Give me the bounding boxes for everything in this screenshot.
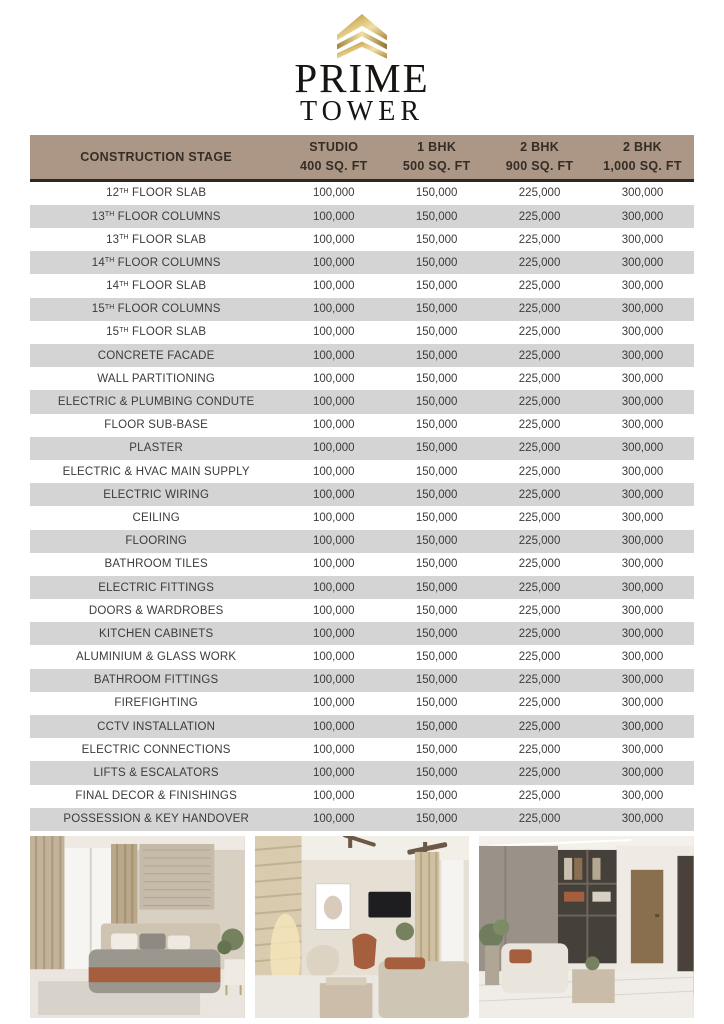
value-cell: 300,000 xyxy=(621,511,664,524)
value-cell: 100,000 xyxy=(312,233,355,246)
stage-cell: CONCRETE FACADE xyxy=(97,349,215,362)
stage-cell: ELECTRIC CONNECTIONS xyxy=(81,743,231,756)
header-cell-2bhk-900 xyxy=(488,138,591,176)
value-cell: 100,000 xyxy=(312,651,355,664)
table-row xyxy=(30,367,694,390)
value-cell: 300,000 xyxy=(621,488,664,501)
stage-cell: ELECTRIC & PLUMBING CONDUTE xyxy=(57,396,255,408)
table-row xyxy=(30,738,694,761)
value-cell: 100,000 xyxy=(312,210,355,223)
value-cell: 100,000 xyxy=(312,303,355,316)
table-row xyxy=(30,182,694,205)
value-cell: 100,000 xyxy=(312,813,355,826)
value-cell: 100,000 xyxy=(312,697,355,710)
value-cell: 225,000 xyxy=(518,280,561,293)
value-cell: 225,000 xyxy=(518,488,561,501)
stage-cell: 14TH FLOOR COLUMNS xyxy=(91,256,221,269)
stage-cell: ALUMINIUM & GLASS WORK xyxy=(75,651,237,664)
stage-cell: BATHROOM FITTINGS xyxy=(93,674,219,687)
value-cell: 225,000 xyxy=(518,511,561,524)
table-row xyxy=(30,228,694,251)
value-cell: 100,000 xyxy=(312,558,355,571)
value-cell: 225,000 xyxy=(518,674,561,687)
table-row xyxy=(30,483,694,506)
header-cell-construction-stage: CONSTRUCTION STAGE xyxy=(80,149,232,164)
value-cell: 150,000 xyxy=(415,535,458,548)
value-cell: 150,000 xyxy=(415,372,458,385)
value-cell: 225,000 xyxy=(518,604,561,617)
table-row xyxy=(30,321,694,344)
value-cell: 300,000 xyxy=(621,256,664,269)
value-cell: 150,000 xyxy=(415,767,458,779)
value-cell: 100,000 xyxy=(312,674,355,687)
header-unit-size: 1,000 SQ. FT xyxy=(603,158,682,173)
stage-cell: 13TH FLOOR COLUMNS xyxy=(91,210,221,223)
value-cell: 225,000 xyxy=(518,233,561,246)
table-row xyxy=(30,553,694,576)
value-cell: 225,000 xyxy=(518,651,561,664)
value-cell: 300,000 xyxy=(621,581,664,594)
value-cell: 300,000 xyxy=(621,396,664,408)
value-cell: 300,000 xyxy=(621,674,664,687)
value-cell: 100,000 xyxy=(312,720,355,733)
value-cell: 100,000 xyxy=(312,511,355,524)
value-cell: 150,000 xyxy=(415,511,458,524)
value-cell: 225,000 xyxy=(518,627,561,640)
value-cell: 100,000 xyxy=(312,419,355,432)
value-cell: 300,000 xyxy=(621,233,664,246)
value-cell: 225,000 xyxy=(518,465,561,478)
stage-cell: 14TH FLOOR SLAB xyxy=(106,280,207,293)
bedroom-interior-photo xyxy=(30,836,245,1018)
table-body xyxy=(30,182,694,831)
value-cell: 100,000 xyxy=(312,349,355,362)
value-cell: 225,000 xyxy=(518,558,561,571)
table-row xyxy=(30,414,694,437)
table-row xyxy=(30,530,694,553)
value-cell: 225,000 xyxy=(518,326,561,339)
value-cell: 150,000 xyxy=(415,280,458,293)
living-area-wardrobe-interior-photo xyxy=(479,836,694,1018)
header-unit-size: 500 SQ. FT xyxy=(402,158,471,173)
value-cell: 150,000 xyxy=(415,604,458,617)
value-cell: 100,000 xyxy=(312,280,355,293)
stage-cell: ELECTRIC & HVAC MAIN SUPPLY xyxy=(62,465,250,478)
brand-logo xyxy=(0,0,724,126)
stage-cell: 13TH FLOOR SLAB xyxy=(106,233,207,246)
value-cell: 225,000 xyxy=(518,349,561,362)
value-cell: 300,000 xyxy=(621,767,664,779)
value-cell: 150,000 xyxy=(415,813,458,826)
stage-cell: FIREFIGHTING xyxy=(114,697,198,710)
value-cell: 300,000 xyxy=(621,604,664,617)
table-row xyxy=(30,437,694,460)
value-cell: 100,000 xyxy=(312,372,355,385)
stage-cell: KITCHEN CABINETS xyxy=(98,627,214,640)
stage-cell: CCTV INSTALLATION xyxy=(97,720,216,733)
value-cell: 100,000 xyxy=(312,187,355,200)
table-row xyxy=(30,622,694,645)
table-row xyxy=(30,344,694,367)
value-cell: 150,000 xyxy=(415,442,458,455)
value-cell: 225,000 xyxy=(518,419,561,432)
value-cell: 100,000 xyxy=(312,581,355,594)
value-cell: 300,000 xyxy=(621,743,664,756)
value-cell: 225,000 xyxy=(518,372,561,385)
value-cell: 150,000 xyxy=(415,743,458,756)
value-cell: 150,000 xyxy=(415,627,458,640)
value-cell: 225,000 xyxy=(518,442,561,455)
value-cell: 300,000 xyxy=(621,697,664,710)
stage-cell: CEILING xyxy=(132,511,180,524)
value-cell: 300,000 xyxy=(621,535,664,548)
table-row xyxy=(30,460,694,483)
value-cell: 300,000 xyxy=(621,465,664,478)
table-row xyxy=(30,761,694,784)
table-row xyxy=(30,506,694,529)
table-row xyxy=(30,599,694,622)
interior-photo-gallery xyxy=(30,836,694,1018)
value-cell: 300,000 xyxy=(621,651,664,664)
value-cell: 225,000 xyxy=(518,767,561,779)
value-cell: 150,000 xyxy=(415,581,458,594)
value-cell: 225,000 xyxy=(518,743,561,756)
value-cell: 100,000 xyxy=(312,790,355,803)
value-cell: 100,000 xyxy=(312,256,355,269)
value-cell: 100,000 xyxy=(312,465,355,478)
header-unit-size: 400 SQ. FT xyxy=(299,158,368,173)
table-row xyxy=(30,808,694,831)
value-cell: 300,000 xyxy=(621,442,664,455)
value-cell: 150,000 xyxy=(415,465,458,478)
value-cell: 100,000 xyxy=(312,767,355,779)
value-cell: 225,000 xyxy=(518,210,561,223)
header-unit-type: 2 BHK xyxy=(622,139,662,154)
value-cell: 100,000 xyxy=(312,488,355,501)
value-cell: 100,000 xyxy=(312,396,355,408)
value-cell: 300,000 xyxy=(621,558,664,571)
table-row xyxy=(30,692,694,715)
value-cell: 225,000 xyxy=(518,303,561,316)
value-cell: 150,000 xyxy=(415,303,458,316)
stage-cell: POSSESSION & KEY HANDOVER xyxy=(63,813,249,826)
value-cell: 150,000 xyxy=(415,419,458,432)
value-cell: 150,000 xyxy=(415,396,458,408)
value-cell: 150,000 xyxy=(415,349,458,362)
value-cell: 100,000 xyxy=(312,326,355,339)
header-cell-studio xyxy=(282,138,385,176)
stage-cell: LIFTS & ESCALATORS xyxy=(93,767,219,779)
value-cell: 100,000 xyxy=(312,743,355,756)
value-cell: 150,000 xyxy=(415,326,458,339)
living-room-interior-photo xyxy=(255,836,470,1018)
table-row xyxy=(30,576,694,599)
header-cell-2bhk-1000 xyxy=(591,138,694,176)
stage-cell: FLOOR SUB-BASE xyxy=(104,419,209,432)
value-cell: 150,000 xyxy=(415,187,458,200)
header-cell-1bhk xyxy=(385,138,488,176)
stage-cell: ELECTRIC FITTINGS xyxy=(98,581,215,594)
value-cell: 300,000 xyxy=(621,349,664,362)
value-cell: 150,000 xyxy=(415,790,458,803)
header-unit-size: 900 SQ. FT xyxy=(505,158,574,173)
value-cell: 150,000 xyxy=(415,488,458,501)
value-cell: 150,000 xyxy=(415,233,458,246)
value-cell: 100,000 xyxy=(312,627,355,640)
value-cell: 150,000 xyxy=(415,720,458,733)
value-cell: 225,000 xyxy=(518,790,561,803)
stage-cell: BATHROOM TILES xyxy=(104,558,208,571)
table-row xyxy=(30,274,694,297)
table-row xyxy=(30,645,694,668)
value-cell: 300,000 xyxy=(621,419,664,432)
value-cell: 225,000 xyxy=(518,813,561,826)
value-cell: 225,000 xyxy=(518,535,561,548)
value-cell: 225,000 xyxy=(518,697,561,710)
value-cell: 300,000 xyxy=(621,187,664,200)
brand-subtitle: TOWER xyxy=(299,95,425,127)
value-cell: 225,000 xyxy=(518,187,561,200)
value-cell: 300,000 xyxy=(621,720,664,733)
value-cell: 100,000 xyxy=(312,442,355,455)
value-cell: 100,000 xyxy=(312,604,355,617)
value-cell: 225,000 xyxy=(518,256,561,269)
stage-cell: WALL PARTITIONING xyxy=(97,372,216,385)
value-cell: 150,000 xyxy=(415,558,458,571)
value-cell: 300,000 xyxy=(621,303,664,316)
value-cell: 225,000 xyxy=(518,581,561,594)
stage-cell: FLOORING xyxy=(125,535,187,548)
table-row xyxy=(30,205,694,228)
value-cell: 300,000 xyxy=(621,210,664,223)
stage-cell: DOORS & WARDROBES xyxy=(88,604,224,617)
stage-cell: 15TH FLOOR SLAB xyxy=(106,326,207,339)
value-cell: 150,000 xyxy=(415,256,458,269)
value-cell: 150,000 xyxy=(415,674,458,687)
header-unit-type: 2 BHK xyxy=(520,139,560,154)
table-row xyxy=(30,298,694,321)
stage-cell: 15TH FLOOR COLUMNS xyxy=(91,303,221,316)
value-cell: 300,000 xyxy=(621,372,664,385)
table-row xyxy=(30,251,694,274)
stage-cell: 12TH FLOOR SLAB xyxy=(106,187,207,200)
table-header-row xyxy=(30,135,694,182)
value-cell: 150,000 xyxy=(415,651,458,664)
header-unit-type: 1 BHK xyxy=(417,139,457,154)
value-cell: 300,000 xyxy=(621,326,664,339)
value-cell: 300,000 xyxy=(621,280,664,293)
table-row xyxy=(30,785,694,808)
value-cell: 300,000 xyxy=(621,627,664,640)
table-row xyxy=(30,390,694,413)
stage-cell: PLASTER xyxy=(129,442,184,455)
payment-plan-table xyxy=(30,135,694,831)
value-cell: 225,000 xyxy=(518,720,561,733)
stage-cell: ELECTRIC WIRING xyxy=(103,488,210,501)
brand-title: PRIME xyxy=(294,55,430,101)
value-cell: 100,000 xyxy=(312,535,355,548)
gold-chevrons-icon xyxy=(0,14,724,60)
value-cell: 300,000 xyxy=(621,790,664,803)
header-unit-type: STUDIO xyxy=(309,139,359,154)
value-cell: 150,000 xyxy=(415,210,458,223)
stage-cell: FINAL DECOR & FINISHINGS xyxy=(75,790,237,803)
table-row xyxy=(30,669,694,692)
value-cell: 225,000 xyxy=(518,396,561,408)
table-row xyxy=(30,715,694,738)
value-cell: 150,000 xyxy=(415,697,458,710)
value-cell: 300,000 xyxy=(621,813,664,826)
